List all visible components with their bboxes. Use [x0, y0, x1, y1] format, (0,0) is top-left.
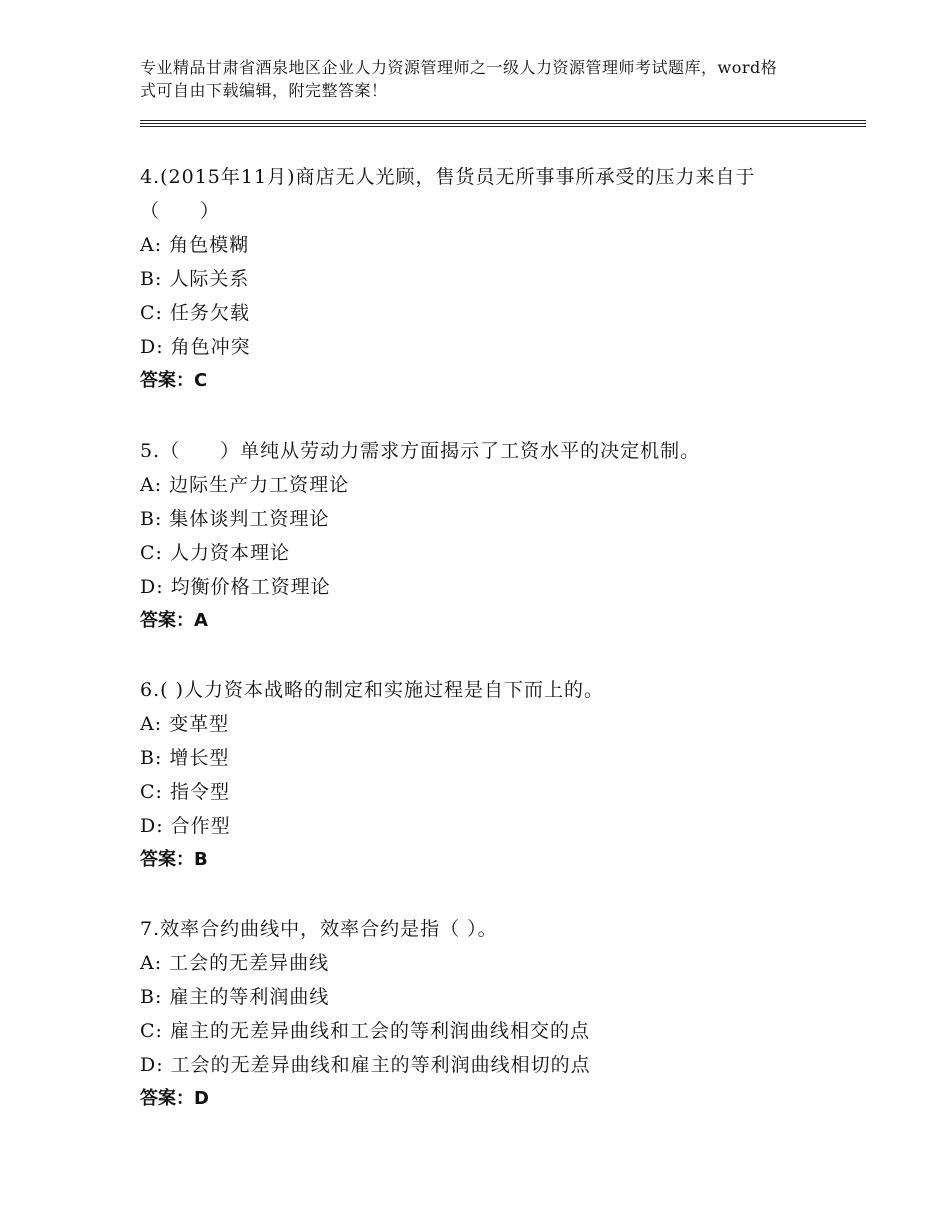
option-a: A: 工会的无差异曲线	[140, 952, 330, 974]
question-stem-text: 4.(2015年11月)商店无人光顾，售货员无所事事所承受的压力来自于	[140, 166, 756, 188]
question-stem	[140, 673, 840, 707]
option-a: A: 边际生产力工资理论	[140, 474, 350, 496]
document-header: 专业精品甘肃省酒泉地区企业人力资源管理师之一级人力资源管理师考试题库，word格式可自由下载编辑，附完整答案！	[140, 58, 778, 100]
option-b: B: 雇主的等利润曲线	[140, 986, 330, 1008]
question-stem-text: 7.效率合约曲线中，效率合约是指（ ）。	[140, 918, 498, 940]
option-b: B: 人际关系	[140, 268, 250, 290]
header-divider-line	[140, 120, 866, 121]
question-stem	[140, 434, 840, 468]
question-stem-text: 5.（ ）单纯从劳动力需求方面揭示了工资水平的决定机制。	[140, 440, 701, 462]
question-stem	[140, 912, 840, 946]
option-b: B: 集体谈判工资理论	[140, 508, 330, 530]
question-stem-continuation: （ ）	[140, 200, 221, 222]
option-c: C: 雇主的无差异曲线和工会的等利润曲线相交的点	[140, 1020, 590, 1042]
option-d: D: 工会的无差异曲线和雇主的等利润曲线相切的点	[140, 1054, 591, 1076]
option-d: D: 角色冲突	[140, 336, 251, 358]
answer-label: 答案：C	[140, 370, 208, 391]
option-a: A: 变革型	[140, 713, 230, 735]
option-b: B: 增长型	[140, 747, 230, 769]
header-divider-line	[140, 126, 866, 127]
question-block	[140, 912, 840, 1116]
option-c: C: 人力资本理论	[140, 542, 290, 564]
question-stem	[140, 160, 840, 228]
question-block	[140, 434, 840, 638]
header-divider-line	[140, 123, 866, 124]
option-d: D: 均衡价格工资理论	[140, 576, 331, 598]
question-stem-text: 6.( )人力资本战略的制定和实施过程是自下而上的。	[140, 679, 604, 701]
option-a: A: 角色模糊	[140, 234, 250, 256]
answer-label: 答案：A	[140, 610, 208, 631]
option-c: C: 任务欠载	[140, 302, 250, 324]
question-block	[140, 673, 840, 877]
answer-label: 答案：D	[140, 1088, 209, 1109]
option-d: D: 合作型	[140, 815, 231, 837]
option-c: C: 指令型	[140, 781, 230, 803]
answer-label: 答案：B	[140, 849, 208, 870]
question-block	[140, 160, 840, 398]
